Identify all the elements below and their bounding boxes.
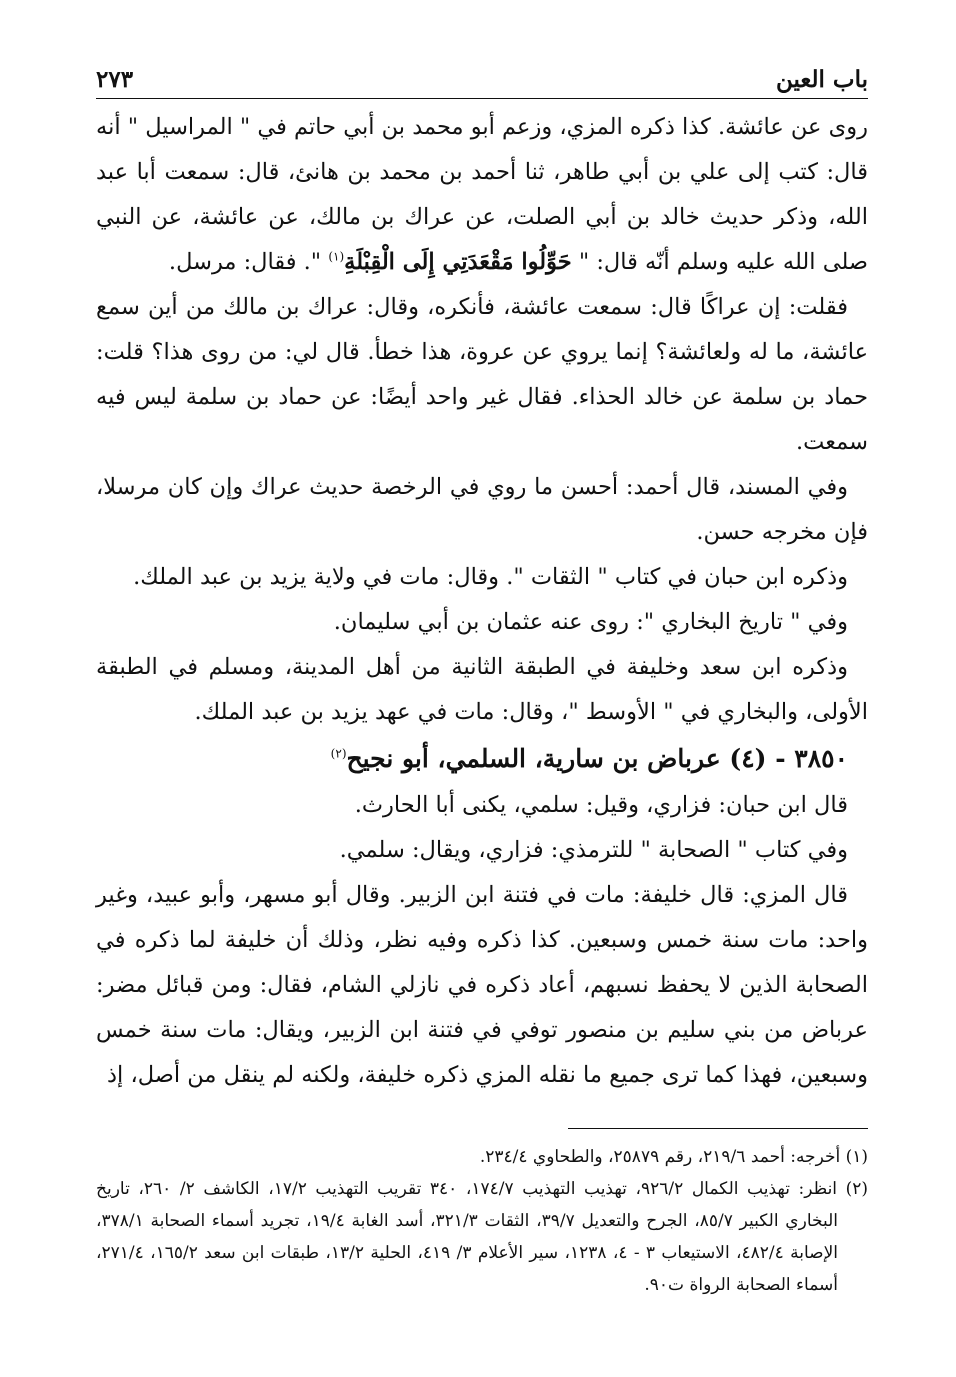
paragraph-1-text: روى عن عائشة. كذا ذكره المزي، وزعم أبو محمد بن أبي حاتم في " المراسيل " أنه قال: كتب إلى علي بن أبي طاهر، ثنا أحمد بن محمد بن هانئ، قال: سمعت أبا عبد الله، وذكر حديث خالد بن أبي الصلت، عن عراك بن مالك، عن عائشة، عن النبي صلى الله عليه وسلم أنّه قال: " bbox=[96, 114, 868, 275]
footnote-marker-2[interactable]: (٢) bbox=[330, 746, 347, 761]
entry-paragraph-3: قال المزي: قال خليفة: مات في فتنة ابن الزبير. وقال أبو مسهر، وأبو عبيد، وغير واحد: مات سنة خمس وسبعين. كذا ذكره وفيه نظر، وذلك أن خليفة لما ذكره في الصحابة الذين لا يحفظ نسبهم، أعاد ذكره في نازلي الشام، فقال: ومن قبائل مضر: عرباض من بني سليم بن منصور توفي في فتنة ابن الزبير، ويقال: مات سنة خمس وسبعين، فهذا كما ترى جميع ما نقله المزي ذكره خليفة، ولكنه لم ينقل من أصل، إذ bbox=[96, 882, 868, 1088]
paragraph-5: وفي " تاريخ البخاري ": روى عنه عثمان بن أبي سليمان. bbox=[333, 609, 848, 635]
paragraph-6: وذكره ابن سعد وخليفة في الطبقة الثانية من أهل المدينة، ومسلم في الطبقة الأولى، والبخاري في " الأوسط "، وقال: مات في عهد يزيد بن عبد الملك. bbox=[96, 654, 868, 725]
paragraph-1 bbox=[96, 105, 868, 285]
page-number: ٢٧٣ bbox=[96, 66, 134, 93]
entry-heading-text: ٣٨٥٠ - (٤) عرباض بن سارية، السلمي، أبو نجيح bbox=[346, 744, 848, 773]
footnote-rule bbox=[568, 1128, 868, 1129]
footnote-marker-1[interactable]: (١) bbox=[328, 249, 345, 264]
entry-paragraph-2: وفي كتاب " الصحابة " للترمذي: فزاري، ويقال: سلمي. bbox=[339, 837, 848, 863]
footnote-2: (٢) انظر: تهذيب الكمال ٩٢٦/٢، تهذيب التهذيب ١٧٤/٧، ٣٤٠ تقريب التهذيب ١٧/٢، الكاشف ٢/ ٢٦٠، تاريخ البخاري الكبير ٨٥/٧، الجرح والتعديل ٣٩/٧، الثقات ٣٢١/٣، أسد الغابة ١٩/٤، تجريد أسماء الصحابة ٣٧٨/١، الإصابة ٤٨٢/٤، الاستيعاب ٣ - ٤، ١٢٣٨، سير الأعلام ٣/ ٤١٩، الحلية ١٣/٢، طبقات ابن سعد ١٦٥/٢، ٢٧١/٤، أسماء الصحابة الرواة ت٩٠. bbox=[96, 1179, 869, 1295]
running-header bbox=[96, 60, 868, 98]
entry-paragraph-1: قال ابن حبان: فزاري، وقيل: سلمي، يكنى أبا الحارث. bbox=[354, 792, 848, 818]
footnotes bbox=[96, 1141, 868, 1301]
paragraph-3: وفي المسند، قال أحمد: أحسن ما روي في الرخصة حديث عراك وإن كان مرسلا، فإن مخرجه حسن. bbox=[96, 474, 868, 545]
paragraph-4: وذكره ابن حبان في كتاب " الثقات ". وقال: مات في ولاية يزيد بن عبد الملك. bbox=[133, 564, 848, 590]
paragraph-1-end: ". فقال: مرسل. bbox=[168, 249, 329, 275]
hadith-quote: حَوِّلُوا مَقْعَدَتِي إِلَى الْقِبْلَةِ bbox=[344, 249, 572, 275]
chapter-title: باب العين bbox=[775, 66, 868, 93]
header-rule bbox=[96, 98, 868, 99]
entry-heading bbox=[96, 735, 868, 783]
book-page bbox=[96, 60, 868, 1301]
paragraph-2: فقلت: إن عراكًا قال: سمعت عائشة، فأنكره، وقال: عراك بن مالك من أين سمع عائشة، ما له ولعائشة؟ إنما يروي عن عروة، هذا خطأ. قال لي: من روى هذا؟ قلت: حماد بن سلمة عن خالد الحذاء. فقال غير واحد أيضًا: عن حماد بن سلمة ليس فيه سمعت. bbox=[96, 294, 868, 455]
main-text bbox=[96, 105, 868, 1098]
footnote-1: (١) أخرجه: أحمد ٢١٩/٦، رقم ٢٥٨٧٩، والطحاوي ٢٣٤/٤. bbox=[479, 1147, 868, 1167]
